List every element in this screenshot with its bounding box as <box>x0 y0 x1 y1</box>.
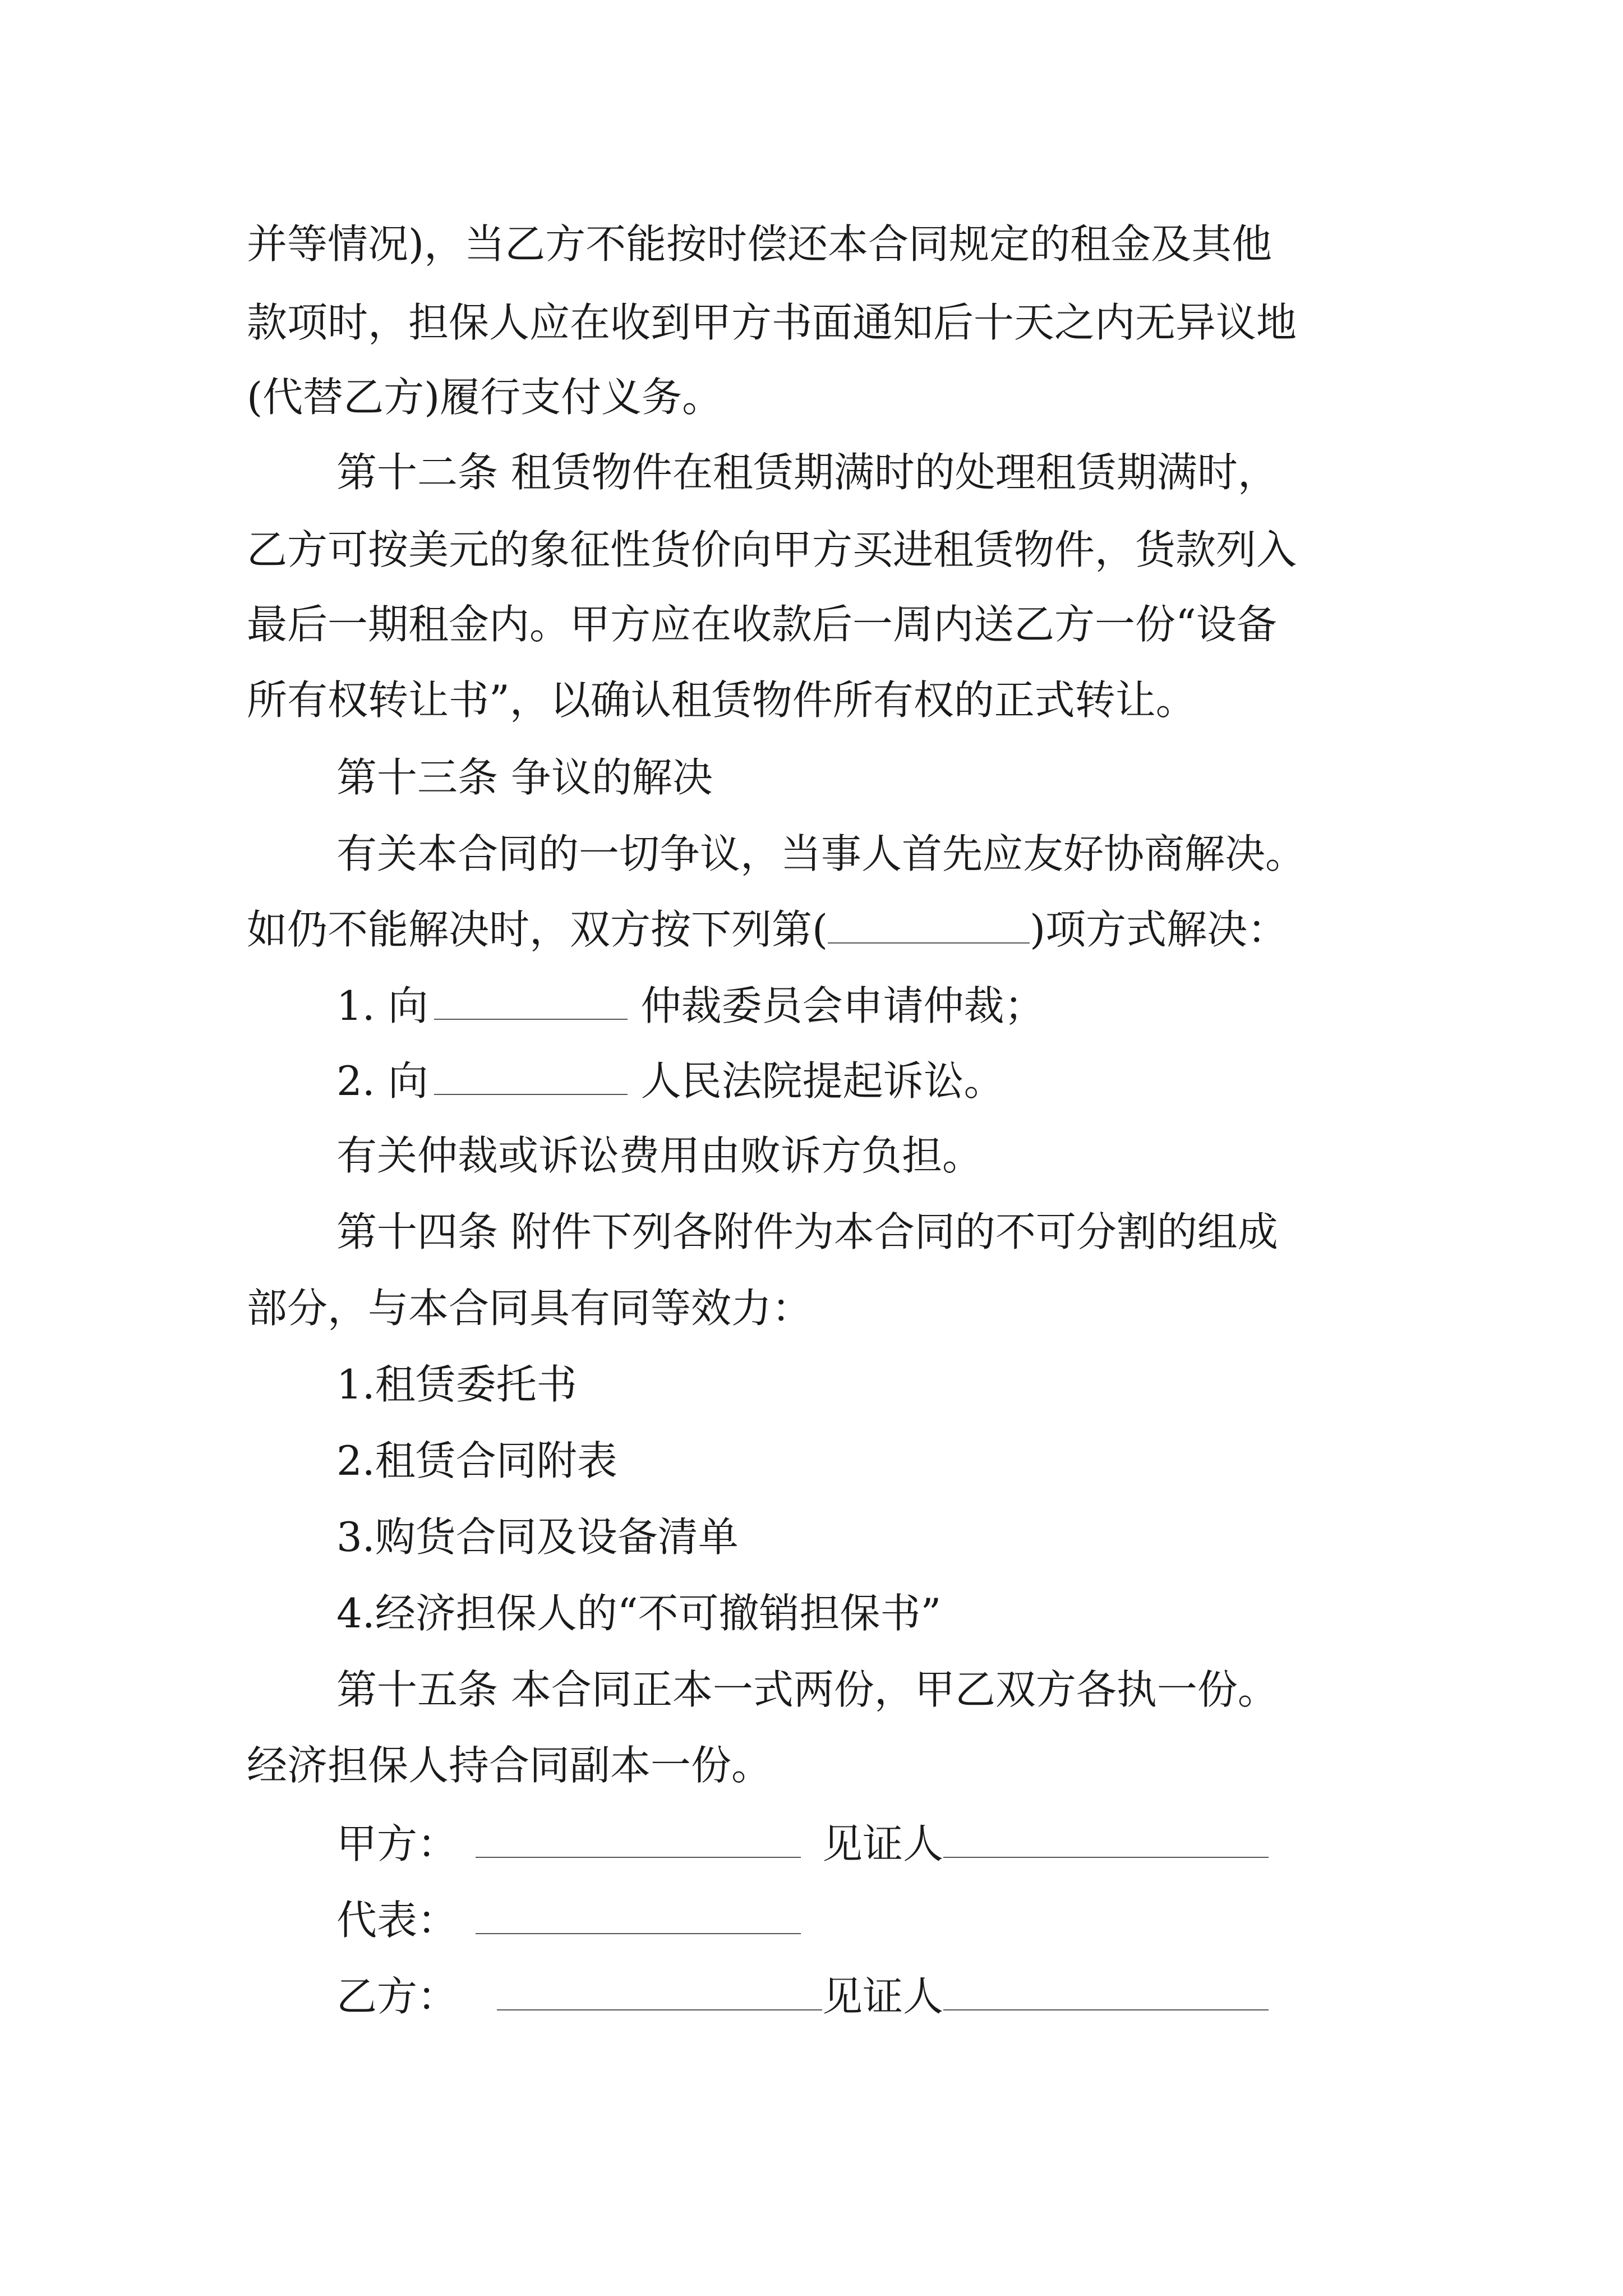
article-13-heading <box>336 749 713 806</box>
text-line: 1.租赁委托书 <box>336 1361 577 1408</box>
text-line: 2.租赁合同附表 <box>336 1437 617 1484</box>
text-line: 第十二条 租赁物件在租赁期满时的处理租赁期满时， <box>336 449 1278 496</box>
text-line: (代替乙方)履行支付义务。 <box>247 374 723 421</box>
party-a-blank[interactable] <box>476 1815 801 1858</box>
text-line: 有关本合同的一切争议，当事人首先应友好协商解决。 <box>336 830 1306 877</box>
text-line: 并等情况)，当乙方不能按时偿还本合同规定的租金及其他 <box>247 220 1272 268</box>
paragraph-line <box>247 901 1288 957</box>
arbitration-committee-blank[interactable] <box>434 977 628 1020</box>
text-line: 部分，与本合同具有同等效力： <box>247 1285 813 1332</box>
court-blank[interactable] <box>434 1052 628 1095</box>
text-line: 第十三条 争议的解决 <box>336 754 713 801</box>
article-15-heading-line <box>336 1662 1278 1718</box>
text-line: 经济担保人持合同副本一份。 <box>247 1742 772 1789</box>
text-line: 所有权转让书”，以确认租赁物件所有权的正式转让。 <box>247 677 1196 724</box>
text-line: 有关仲裁或诉讼费用由败诉方负担。 <box>336 1132 983 1179</box>
text-line: 人民法院提起诉讼。 <box>640 1057 1004 1105</box>
paragraph-line <box>247 1280 812 1336</box>
party-b-label: 乙方： <box>336 1973 458 2020</box>
representative-signature-line <box>336 1892 801 1948</box>
paragraph-line <box>336 826 1306 882</box>
text-line: 最后一期租金内。甲方应在收款后一周内送乙方一份“设备 <box>247 601 1277 648</box>
text-line: 如仍不能解决时，双方按下列第( <box>247 906 828 953</box>
article-12-heading-line <box>336 444 1278 500</box>
attachment-item <box>336 1433 617 1489</box>
text-line: 款项时，担保人应在收到甲方书面通知后十天之内无异议地 <box>247 299 1297 346</box>
witness-2-blank[interactable] <box>943 1968 1269 2010</box>
paragraph-line <box>247 672 1196 728</box>
paragraph-line <box>336 1128 983 1184</box>
representative-blank[interactable] <box>476 1892 801 1934</box>
witness-1-blank[interactable] <box>943 1815 1269 1858</box>
text-line: )项方式解决： <box>1030 906 1288 953</box>
attachment-item <box>336 1356 577 1412</box>
text-line: 第十五条 本合同正本一式两份，甲乙双方各执一份。 <box>336 1666 1278 1713</box>
paragraph-line <box>247 1737 772 1793</box>
paragraph-line <box>247 369 722 425</box>
text-line: 仲裁委员会申请仲裁； <box>640 982 1045 1029</box>
text-line: 1. 向 <box>336 982 428 1029</box>
paragraph-line <box>247 295 1297 351</box>
party-a-label: 甲方： <box>336 1820 458 1867</box>
paragraph-line <box>247 596 1277 652</box>
option-1-line <box>336 977 1045 1033</box>
text-line: 3.购货合同及设备清单 <box>336 1513 739 1561</box>
witness-label: 见证人 <box>822 1973 944 2020</box>
text-line: 4.经济担保人的“不可撤销担保书” <box>336 1590 942 1637</box>
option-2-line <box>336 1052 1004 1108</box>
attachment-item <box>336 1509 739 1565</box>
text-line: 乙方可按美元的象征性货价向甲方买进租赁物件，货款列入 <box>247 526 1297 573</box>
paragraph-line <box>247 522 1297 578</box>
text-line: 第十四条 附件下列各附件为本合同的不可分割的组成 <box>336 1208 1278 1255</box>
party-b-blank[interactable] <box>497 1968 822 2010</box>
party-a-signature-line <box>336 1815 1269 1871</box>
text-line: 2. 向 <box>336 1057 428 1105</box>
attachment-item <box>336 1585 941 1641</box>
witness-label: 见证人 <box>822 1820 944 1867</box>
party-b-signature-line <box>336 1968 1269 2024</box>
dispute-option-blank[interactable] <box>828 901 1030 944</box>
article-14-heading-line <box>336 1204 1278 1260</box>
paragraph-line <box>247 216 1272 272</box>
representative-label: 代表： <box>336 1897 458 1944</box>
